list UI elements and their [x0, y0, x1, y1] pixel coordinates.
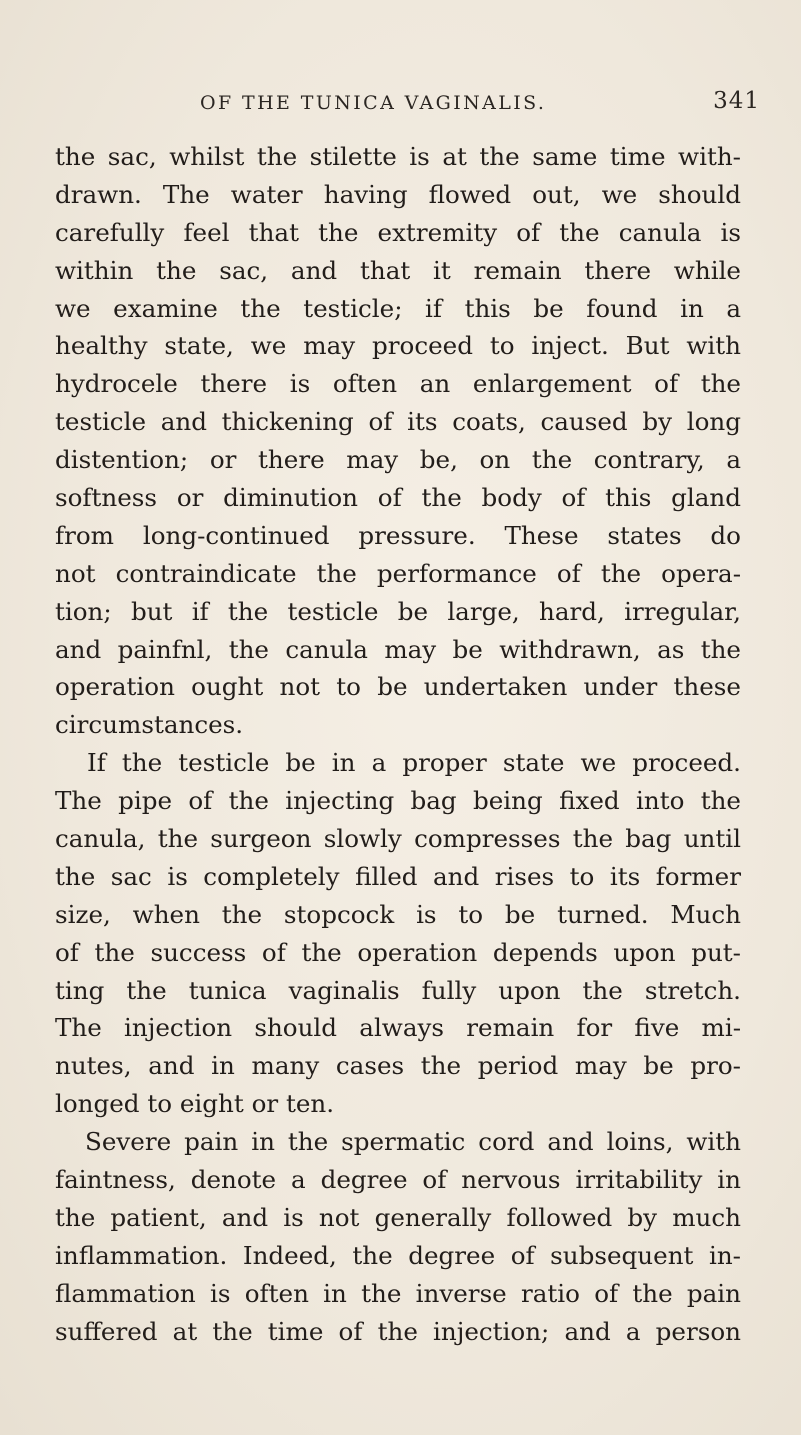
text-line: drawn. The water having flowed out, we should: [55, 179, 741, 209]
text-line: The pipe of the injecting bag being fixed into the: [55, 786, 741, 816]
text-line: and painfnl, the canula may be withdrawn, as the: [55, 634, 741, 664]
text-line: from long-continued pressure. These states do: [55, 520, 741, 550]
text-line: testicle and thickening of its coats, caused by long: [55, 407, 741, 437]
text-line: The injection should always remain for five mi-: [55, 1013, 741, 1043]
text-line: we examine the testicle; if this be found in a: [55, 293, 741, 323]
text-line: canula, the surgeon slowly compresses the bag until: [55, 824, 741, 854]
text-line: suffered at the time of the injection; and a person: [55, 1316, 741, 1346]
text-line: softness or diminution of the body of this gland: [55, 483, 741, 513]
text-line: healthy state, we may proceed to inject. But with: [55, 331, 741, 361]
text-line: tion; but if the testicle be large, hard, irregular,: [55, 596, 741, 626]
text-line: faintness, denote a degree of nervous irritability in: [55, 1165, 741, 1195]
text-line: size, when the stopcock is to be turned. Much: [55, 899, 741, 929]
paragraph-start-line: Severe pain in the spermatic cord and loins, with: [85, 1127, 741, 1157]
page-number: 341: [713, 88, 760, 114]
text-line: the sac, whilst the stilette is at the same time with-: [55, 142, 741, 171]
text-line: operation ought not to be undertaken under these: [55, 672, 741, 702]
text-line: nutes, and in many cases the period may be pro-: [55, 1051, 741, 1081]
running-head: [200, 88, 760, 114]
text-line: carefully feel that the extremity of the canula is: [55, 217, 741, 247]
body-text: [55, 138, 741, 1351]
text-line: distention; or there may be, on the contrary, a: [55, 445, 741, 475]
text-line: within the sac, and that it remain there while: [55, 255, 741, 285]
running-head-title: OF THE TUNICA VAGINALIS.: [200, 92, 547, 114]
text-line: ting the tunica vaginalis fully upon the stretch.: [55, 975, 741, 1005]
paragraph-start-line: If the testicle be in a proper state we proceed.: [87, 748, 741, 778]
text-line: not contraindicate the performance of the opera-: [55, 558, 741, 588]
text-line: inflammation. Indeed, the degree of subsequent in-: [55, 1240, 741, 1270]
text-line: the sac is completely filled and rises to its former: [55, 861, 741, 891]
text-line: the patient, and is not generally followed by much: [55, 1202, 741, 1232]
paragraph-end-line: circumstances.: [55, 710, 244, 740]
text-line: hydrocele there is often an enlargement of the: [55, 369, 741, 399]
text-line: flammation is often in the inverse ratio of the pain: [55, 1278, 741, 1308]
paragraph-end-line: longed to eight or ten.: [55, 1089, 335, 1119]
text-line: of the success of the operation depends upon put-: [55, 937, 741, 967]
